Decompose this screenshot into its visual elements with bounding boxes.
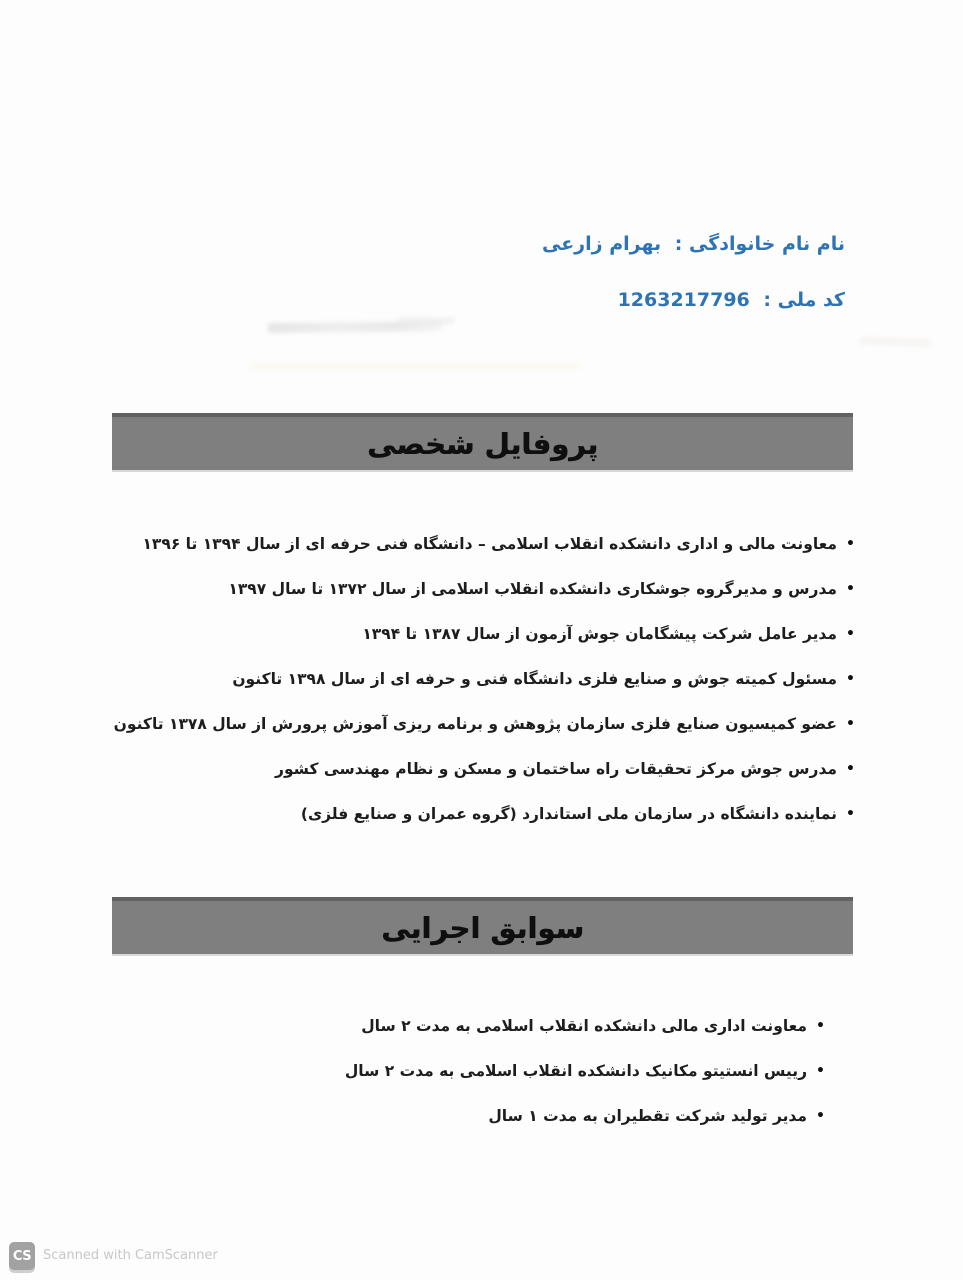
identity-block — [542, 232, 845, 344]
list-item-text: رییس انستیتو مکانیک دانشکده انقلاب اسلامی به مدت ۲ سال — [344, 1062, 807, 1080]
bullet-icon: • — [846, 806, 855, 822]
list-item-text: معاونت اداری مالی دانشکده انقلاب اسلامی به مدت ۲ سال — [361, 1017, 807, 1035]
bullet-icon: • — [846, 581, 855, 597]
camscanner-badge-label: CS — [12, 1248, 32, 1264]
executive-records-list — [345, 1016, 827, 1151]
erased-text-artifact — [397, 317, 455, 324]
list-item — [114, 714, 857, 735]
list-item-text: مدرس و مدیرگروه جوشکاری دانشکده انقلاب اسلامی از سال ۱۳۷۲ تا سال ۱۳۹۷ — [228, 580, 837, 598]
bullet-icon: • — [816, 1063, 825, 1079]
list-item-text: عضو کمیسیون صنایع فلزی سازمان پژوهش و برنامه ریزی آموزش پرورش از سال ۱۳۷۸ تاکنون — [113, 715, 837, 733]
name-value: بهرام زارعی — [541, 233, 662, 255]
list-item-text: معاونت مالی و اداری دانشکده انقلاب اسلامی – دانشگاه فنی حرفه ای از سال ۱۳۹۴ تا ۱۳۹۶ — [142, 535, 837, 553]
list-item — [114, 804, 857, 825]
list-item — [345, 1106, 827, 1127]
list-item — [114, 579, 857, 600]
national-id-line — [542, 288, 845, 312]
national-id-label: کد ملی : — [763, 289, 845, 311]
list-item — [114, 759, 857, 780]
list-item — [345, 1061, 827, 1082]
name-label: نام نام خانوادگی : — [674, 233, 845, 255]
list-item — [114, 669, 857, 690]
bullet-icon: • — [816, 1018, 825, 1034]
bullet-icon: • — [846, 761, 855, 777]
list-item-text: نماینده دانشگاه در سازمان ملی استاندارد (گروه عمران و صنایع فلزی) — [300, 805, 837, 823]
section-title-executive-records: سوابق اجرایی — [381, 910, 584, 945]
erased-text-artifact — [250, 363, 580, 369]
list-item — [114, 624, 857, 645]
erased-text-artifact — [860, 337, 930, 347]
section-title-personal-profile: پروفایل شخصی — [366, 426, 599, 461]
section-header-executive-records — [112, 897, 853, 954]
camscanner-watermark-text: Scanned with CamScanner — [43, 1248, 218, 1263]
national-id-value: 1263217796 — [617, 289, 750, 311]
list-item-text: مدرس جوش مرکز تحقیقات راه ساختمان و مسکن و نظام مهندسی کشور — [275, 760, 837, 778]
bullet-icon: • — [846, 536, 855, 552]
list-item-text: مسئول کمیته جوش و صنایع فلزی دانشگاه فنی و حرفه ای از سال ۱۳۹۸ تاکنون — [232, 670, 837, 688]
section-header-personal-profile — [112, 413, 853, 470]
bullet-icon: • — [846, 626, 855, 642]
name-line — [542, 232, 845, 256]
bullet-icon: • — [846, 716, 855, 732]
bullet-icon: • — [816, 1108, 825, 1124]
camscanner-logo-icon — [9, 1242, 35, 1270]
personal-profile-list — [114, 534, 857, 849]
list-item — [345, 1016, 827, 1037]
list-item — [114, 534, 857, 555]
list-item-text: مدیر تولید شرکت تقطیران به مدت ۱ سال — [488, 1107, 807, 1125]
list-item-text: مدیر عامل شرکت پیشگامان جوش آزمون از سال ۱۳۸۷ تا ۱۳۹۴ — [362, 625, 837, 643]
bullet-icon: • — [846, 671, 855, 687]
erased-text-artifact — [268, 321, 443, 333]
